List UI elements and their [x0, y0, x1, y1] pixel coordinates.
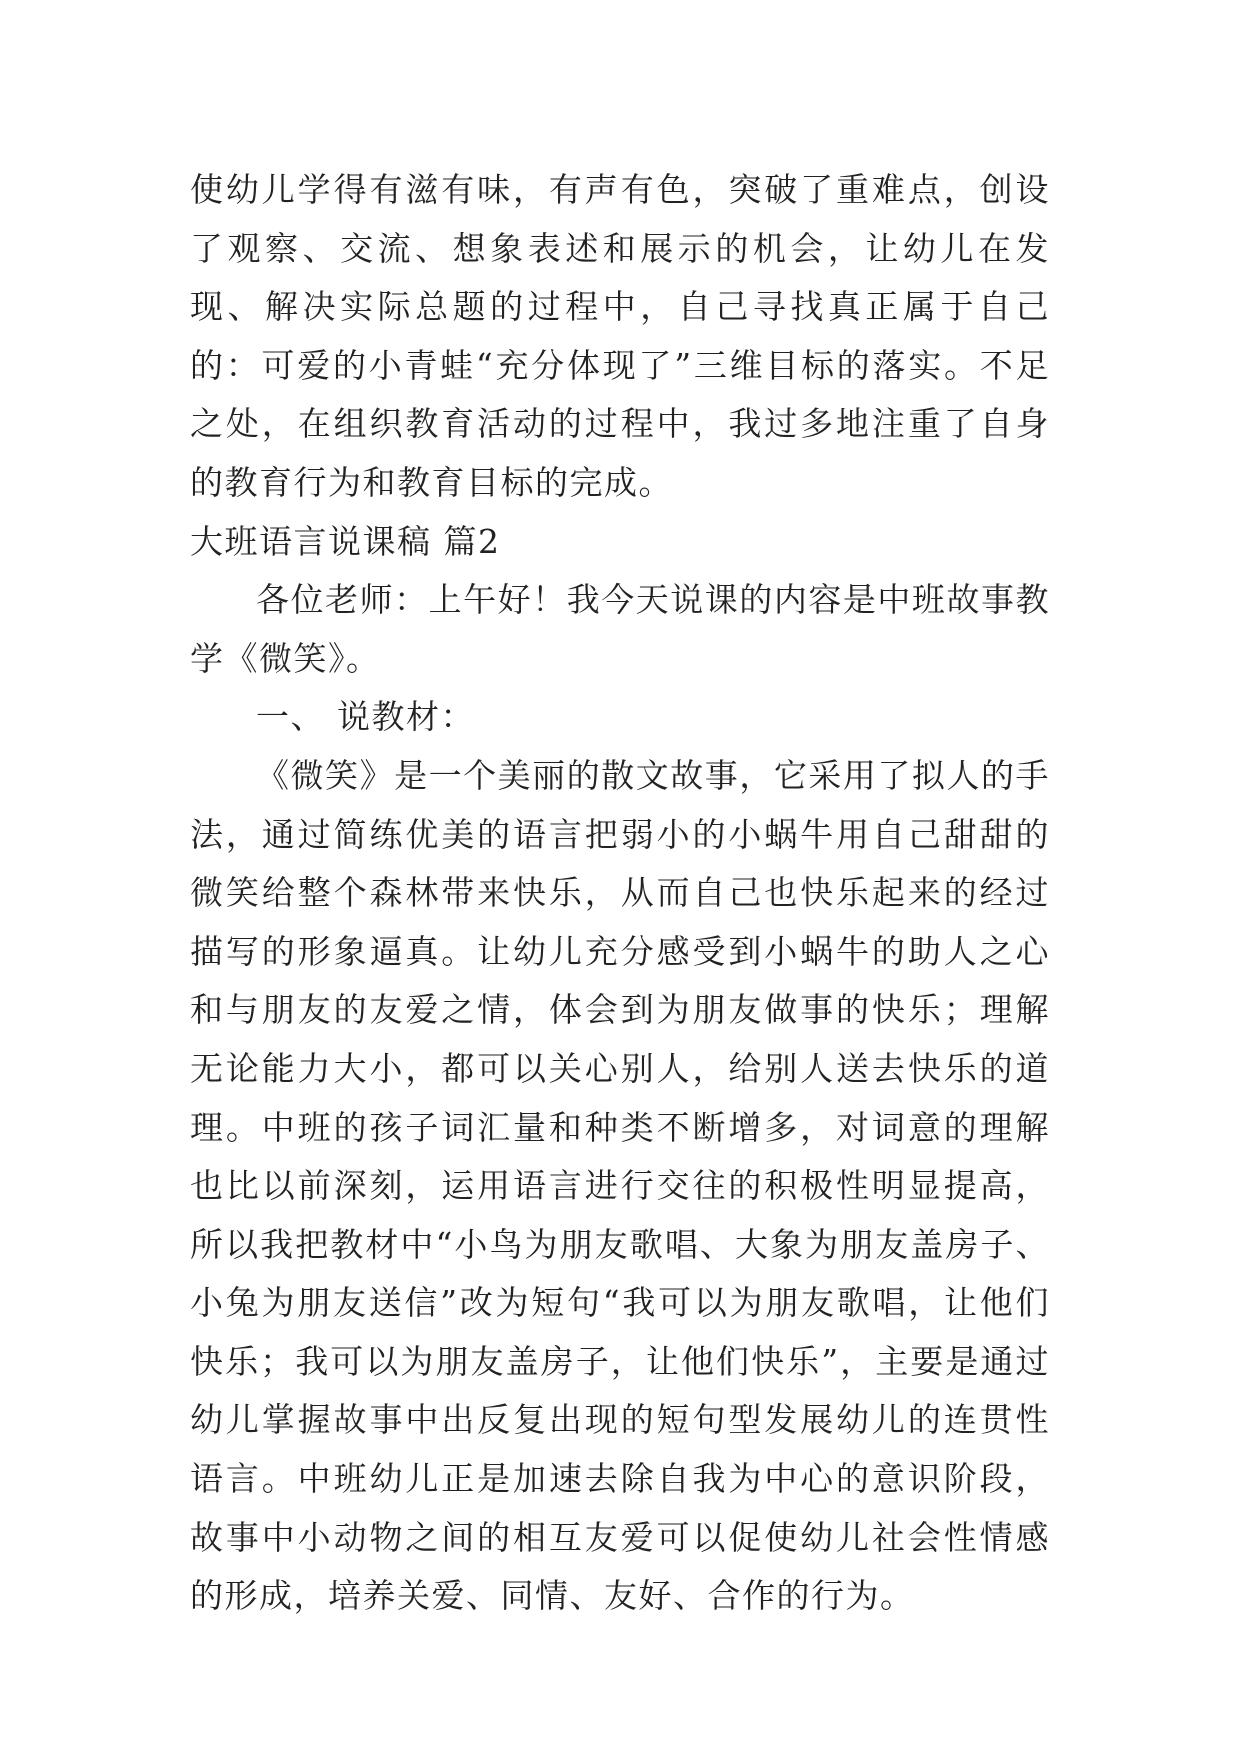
subheading: 一、 说教材：	[256, 697, 475, 737]
greeting-paragraph: 各位老师：上午好！我今天说课的内容是中班故事教学《微笑》。	[190, 580, 1050, 678]
continued-paragraph: 使幼儿学得有滋有味，有声有色，突破了重难点，创设了观察、交流、想象表述和展示的机会，让幼儿在发现、解决实际总题的过程中，自己寻找真正属于自己的：可爱的小青蛙“充分体现了”三维目标的落实。不足之处，在组织教育活动的过程中，我过多地注重了自身的教育行为和教育目标的完成。	[190, 170, 1050, 502]
document-body	[190, 161, 1050, 1626]
body-paragraph: 《微笑》是一个美丽的散文故事，它采用了拟人的手法，通过简练优美的语言把弱小的小蜗牛用自己甜甜的微笑给整个森林带来快乐，从而自己也快乐起来的经过描写的形象逼真。让幼儿充分感受到小蜗牛的助人之心和与朋友的友爱之情，体会到为朋友做事的快乐；理解无论能力大小，都可以关心别人，给别人送去快乐的道理。中班的孩子词汇量和种类不断增多，对词意的理解也比以前深刻，运用语言进行交往的积极性明显提高，所以我把教材中“小鸟为朋友歌唱、大象为朋友盖房子、小兔为朋友送信”改为短句“我可以为朋友歌唱，让他们快乐；我可以为朋友盖房子，让他们快乐”，主要是通过幼儿掌握故事中出反复出现的短句型发展幼儿的连贯性语言。中班幼儿正是加速去除自我为中心的意识阶段，故事中小动物之间的相互友爱可以促使幼儿社会性情感的形成，培养关爱、同情、友好、合作的行为。	[190, 755, 1050, 1616]
section-title: 大班语言说课稿 篇2	[190, 521, 501, 561]
